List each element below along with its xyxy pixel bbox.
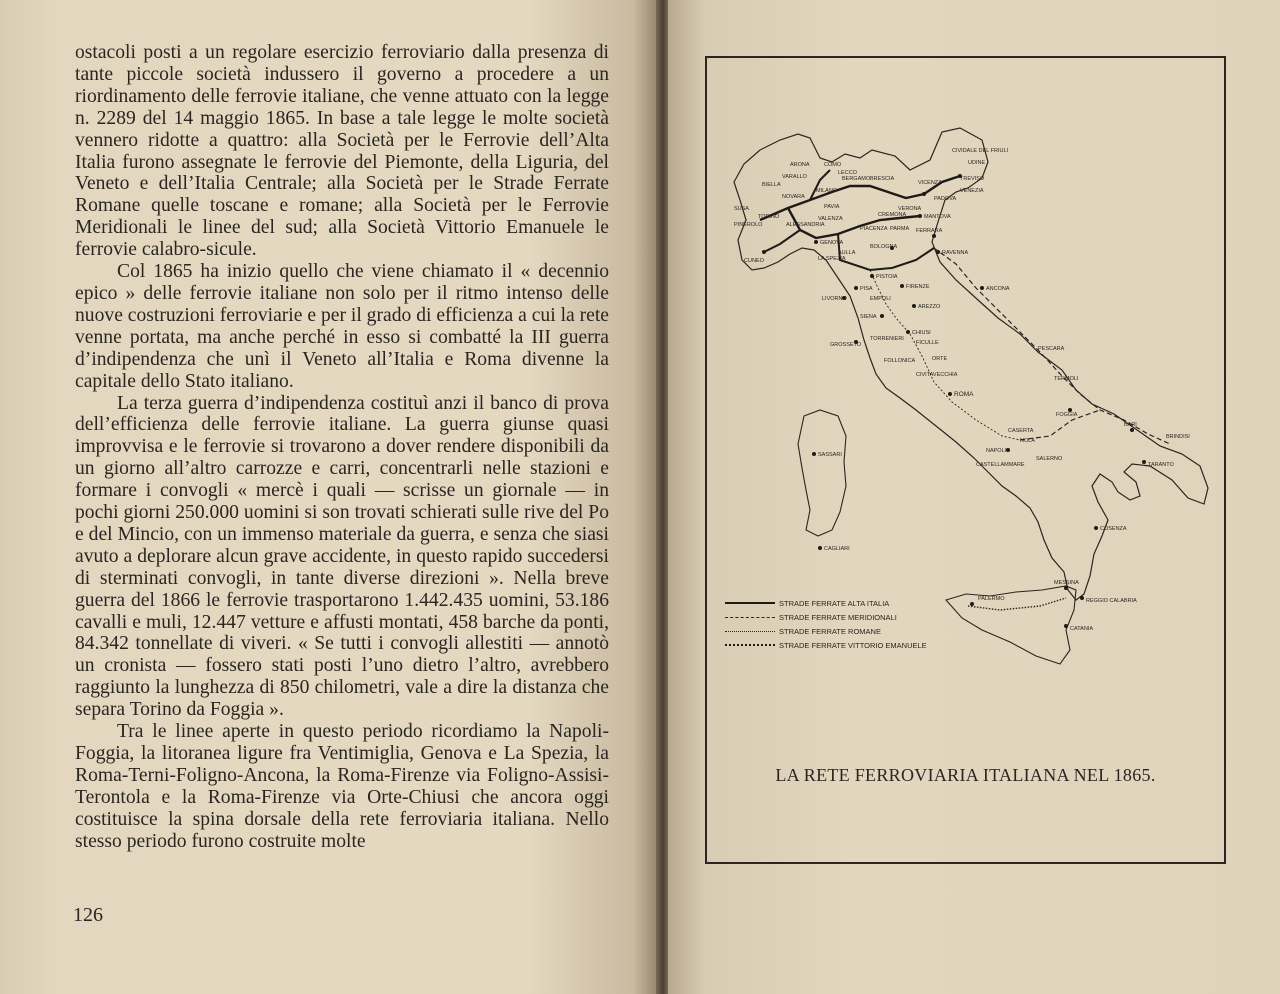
page-number: 126: [73, 904, 103, 926]
city-reggio: REGGIO CALABRIA: [1086, 598, 1137, 604]
legend-label: STRADE FERRATE MERIDIONALI: [779, 612, 897, 622]
city-susa: SUSA: [734, 206, 749, 212]
city-torrenieri: TORRENIERI: [870, 336, 904, 342]
city-foggia: FOGGIA: [1056, 412, 1078, 418]
legend-alta-italia: [725, 597, 889, 609]
city-bergamo: BERGAMO: [842, 176, 871, 182]
city-cosenza: COSENZA: [1100, 526, 1127, 532]
sardinia-outline: [798, 410, 846, 536]
city-brescia: BRESCIA: [870, 176, 895, 182]
city-arona: ARONA: [790, 162, 810, 168]
city-piacenza: PIACENZA: [860, 226, 888, 232]
city-ravenna: RAVENNA: [942, 250, 969, 256]
city-palermo: PALERMO: [978, 596, 1005, 602]
city-ancona: ANCONA: [986, 286, 1010, 292]
city-treviso: TREVISO: [960, 176, 985, 182]
map-caption: LA RETE FERROVIARIA ITALIANA NEL 1865.: [775, 765, 1156, 785]
city-livorno: LIVORNO: [822, 296, 847, 302]
city-siena: SIENA: [860, 314, 877, 320]
city-nola: NOLA: [1020, 438, 1035, 444]
city-pinerolo: PINEROLO: [734, 222, 763, 228]
city-milano: MILANO: [816, 188, 838, 194]
city-napoli: NAPOLI: [986, 448, 1007, 454]
city-messina: MESSINA: [1054, 580, 1079, 586]
paragraph-4: Tra le linee aperte in questo periodo ricordiamo la Napoli-Foggia, la litoranea ligure fra Ventimiglia, Genova e La Spezia, la Roma-Terni-Foligno-Ancona, la Roma-Firenze via Foligno-Assisi-Terontola e la Roma-Firenze via Orte-Chiusi che ancora oggi costituisce la spina dorsale della rete ferroviaria italiana. Nello stesso periodo furono costruite molte: [75, 721, 609, 852]
city-como: COMO: [824, 162, 842, 168]
city-torino: TORINO: [758, 214, 780, 220]
city-cividale: CIVIDALE DEL FRIULI: [952, 148, 1009, 154]
city-bologna: BOLOGNA: [870, 244, 898, 250]
city-la-spezia: LA SPEZIA: [818, 256, 846, 262]
city-taranto: TARANTO: [1148, 462, 1174, 468]
italy-outline: [734, 128, 1208, 600]
city-castellammare: CASTELLAMMARE: [976, 462, 1025, 468]
city-grosseto: GROSSETO: [830, 342, 862, 348]
legend-line-dashed: [725, 617, 775, 618]
legend-line-solid: [725, 602, 775, 604]
city-firenze: FIRENZE: [906, 284, 930, 290]
sicily-outline: [946, 586, 1076, 664]
city-civitavecchia: CIVITAVECCHIA: [916, 372, 958, 378]
legend-vittorio-emanuele: [725, 639, 927, 651]
city-cagliari: CAGLIARI: [824, 546, 850, 552]
legend-meridionali: [725, 611, 897, 623]
city-vicenza: VICENZA: [918, 180, 942, 186]
city-biella: BIELLA: [762, 182, 781, 188]
legend-label: STRADE FERRATE ROMANE: [779, 626, 881, 636]
city-cuneo: CUNEO: [744, 258, 764, 264]
city-pescara: PESCARA: [1038, 346, 1065, 352]
rail-alta-italia-5: [764, 230, 800, 252]
city-udine: UDINE: [968, 160, 986, 166]
city-verona: VERONA: [898, 206, 922, 212]
city-pisa: PISA: [860, 286, 873, 292]
city-empoli: EMPOLI: [870, 296, 891, 302]
paragraph-3: La terza guerra d’indipendenza costituì anzi il banco di prova dell’efficienza delle ferrovie italiane. La guerra giunse quasi improvvisa e le ferrovie si trovarono a dover rendere disponibili da un giorno all’altro carrozze e carri, concentrarli nelle stazioni e formare i convogli « mercè i quali — scrisse un giornale — in pochi giorni 250.000 uomini si son trovati schierati sulle rive del Po e del Mincio, con un immenso materiale da guerra, e senza che siasi avuto a deplorare alcun grave accidente, in questo rapido succedersi di sterminati convogli, in tante diverse direzioni ». Nella breve guerra del 1866 le ferrovie trasportarono 1.442.435 uomini, 53.186 cavalli e muli, 12.447 vetture e affusti montati, 458 barche da ponti, 84.342 tonnellate di viveri. « Se tutti i convogli allestiti — annotò un cronista — fossero stati posti l’uno dietro l’altro, avrebbero raggiunto la lunghezza di 850 chilometri, vale a dire la distanza che separa Torino da Foggia ».: [75, 392, 609, 721]
city-parma: PARMA: [890, 226, 910, 232]
city-valenza: VALENZA: [818, 216, 843, 222]
city-padova: PADOVA: [934, 196, 957, 202]
city-caserta: CASERTA: [1008, 428, 1034, 434]
city-pistoia: PISTOIA: [876, 274, 898, 280]
city-alessandria: ALESSANDRIA: [786, 222, 825, 228]
paragraph-2: Col 1865 ha inizio quello che viene chiamato il « decennio epico » delle ferrovie italiane non solo per il ritmo intenso delle nuove costruzioni ferroviarie e per il grado di efficienza a cui la rete venne portata, ma anche perché in esso si combatté la III guerra d’indipendenza che unì il Veneto all’Italia e Roma divenne la capitale dello Stato italiano.: [75, 261, 609, 392]
city-catania: CATANIA: [1070, 626, 1094, 632]
city-markers: [734, 148, 1190, 632]
city-genova: GENOVA: [820, 240, 844, 246]
city-roma: ROMA: [954, 391, 974, 398]
city-follonica: FOLLONICA: [884, 358, 916, 364]
legend-label: STRADE FERRATE ALTA ITALIA: [779, 598, 890, 608]
city-varallo: VARALLO: [782, 174, 807, 180]
city-ferrara: FERRARA: [916, 228, 943, 234]
city-cremona: CREMONA: [878, 212, 907, 218]
city-salerno: SALERNO: [1036, 456, 1063, 462]
city-mantova: MANTOVA: [924, 214, 951, 220]
city-chiusi: CHIUSI: [912, 330, 931, 336]
city-bari: BARI: [1124, 422, 1137, 428]
legend-line-thin: [725, 631, 775, 632]
city-termoli: TERMOLI: [1054, 376, 1079, 382]
city-sassari: SASSARI: [818, 452, 842, 458]
city-lecco: LECCO: [838, 170, 857, 176]
city-ficulle: FICULLE: [916, 340, 939, 346]
city-aulla: AULLA: [838, 250, 856, 256]
paragraph-1: ostacoli posti a un regolare esercizio ferroviario dalla presenza di tante piccole società indussero il governo a procedere a un riordinamento delle ferrovie italiane, che venne attuato con la legge n. 2289 del 14 maggio 1865. In base a tale legge le molte società vennero ridotte a quattro: alla Società per le Ferrovie dell’Alta Italia furono assegnate le ferrovie del Piemonte, della Liguria, del Veneto e dell’Italia Centrale; alla Società per le Strade Ferrate Romane quelle toscane e romane; alla Società per le Ferrovie Meridionali le linee del sud; alla Società Vittorio Emanuele le ferrovie calabro-sicule.: [75, 42, 609, 261]
city-pavia: PAVIA: [824, 204, 840, 210]
city-venezia: VENEZIA: [960, 188, 984, 194]
city-arezzo: AREZZO: [918, 304, 941, 310]
italy-railway-map: [720, 120, 1220, 680]
legend-line-dotted: [725, 644, 775, 646]
city-orte: ORTE: [932, 356, 948, 362]
rail-romane: [870, 270, 1020, 440]
body-text: [75, 42, 609, 853]
legend-label: STRADE FERRATE VITTORIO EMANUELE: [779, 640, 927, 650]
city-novara: NOVARA: [782, 194, 805, 200]
legend-romane: [725, 625, 881, 637]
city-brindisi: BRINDISI: [1166, 434, 1190, 440]
